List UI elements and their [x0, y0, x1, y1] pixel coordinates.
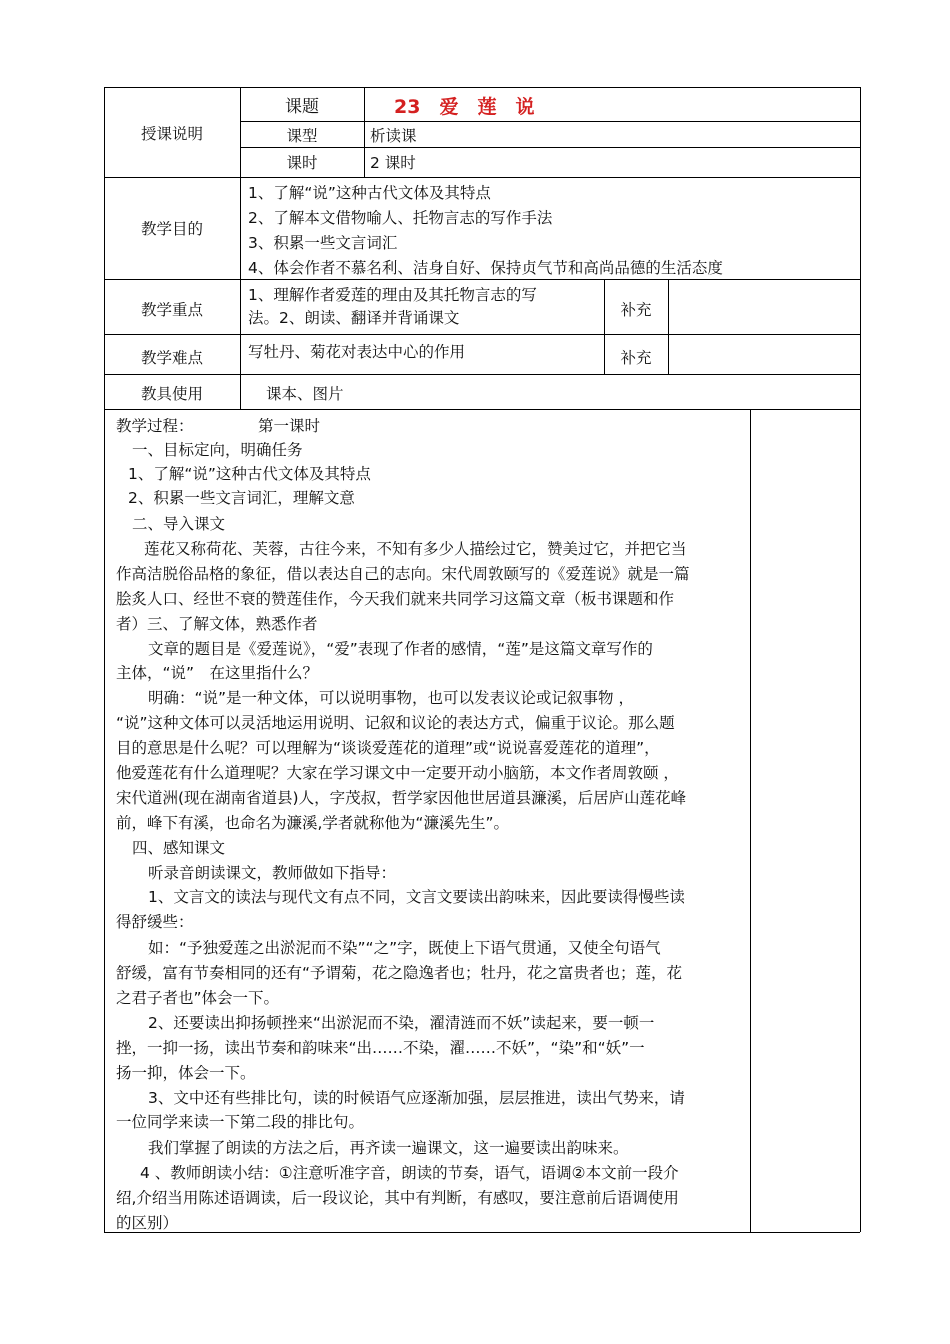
process-line: 2、积累一些文言词汇，理解文意 [128, 489, 355, 507]
process-line: 4 、教师朗读小结：①注意听准字音，朗读的节奏，语气，语调②本文前一段介 [140, 1164, 679, 1182]
objective-item: 1、了解“说”这种古代文体及其特点 [248, 184, 491, 202]
process-line: 宋代道洲(现在湖南省道县)人，字茂叔，哲学家因他世居道县濂溪，后居庐山莲花峰 [116, 789, 687, 807]
keti-label: 课题 [285, 97, 319, 117]
kexing-value: 析读课 [370, 127, 417, 145]
process-line: 四、感知课文 [132, 839, 226, 857]
process-line: 莲花又称荷花、芙蓉，古往今来，不知有多少人描绘过它，赞美过它，并把它当 [144, 540, 687, 558]
difficulties-label: 教学难点 [140, 349, 203, 367]
key-points-line: 法。2、朗读、翻译并背诵课文 [248, 309, 460, 327]
key-points-line: 1、理解作者爱莲的理由及其托物言志的写 [248, 286, 537, 304]
process-line: 3、文中还有些排比句，读的时候语气应逐渐加强，层层推进，读出气势来，请 [148, 1089, 685, 1107]
process-line: “说”这种文体可以灵活地运用说明、记叙和议论的表达方式，偏重于议论。那么题 [116, 714, 675, 732]
process-line: 听录音朗读课文，教师做如下指导： [148, 864, 397, 882]
process-line: 2、还要读出抑扬顿挫来“出淤泥而不染，濯清涟而不妖”读起来，要一顿一 [148, 1014, 655, 1032]
process-line: 一、目标定向，明确任务 [132, 441, 303, 459]
objectives-label: 教学目的 [140, 220, 203, 238]
tools-label: 教具使用 [140, 385, 203, 403]
keshi-label: 课时 [286, 154, 318, 172]
process-line: 目的意思是什么呢？可以理解为“谈谈爱莲花的道理”或“说说喜爱莲花的道理”， [116, 739, 660, 757]
process-heading-label: 教学过程： [116, 417, 194, 435]
process-line: 明确：“说”是一种文体，可以说明事物，也可以发表议论或记叙事物 ， [148, 689, 634, 707]
objective-item: 4、体会作者不慕名利、洁身自好、保持贞气节和高尚品德的生活态度 [248, 259, 723, 277]
tools-text: 课本、图片 [266, 385, 344, 403]
shouke-label: 授课说明 [140, 125, 203, 143]
key-points-supplement-label: 补充 [620, 301, 652, 319]
process-line: 我们掌握了朗读的方法之后，再齐读一遍课文，这一遍要读出韵味来。 [148, 1139, 629, 1157]
process-line: 的区别） [116, 1214, 179, 1232]
process-line: 1、了解“说”这种古代文体及其特点 [128, 465, 371, 483]
process-line: 主体，“说” 在这里指什么？ [116, 664, 319, 682]
process-line: 文章的题目是《爱莲说》，“爱”表现了作者的感情，“莲”是这篇文章写作的 [148, 640, 653, 658]
process-line: 脍炙人口、经世不衰的赞莲佳作，今天我们就来共同学习这篇文章（板书课题和作 [116, 590, 675, 608]
process-line: 者）三、了解文体，熟悉作者 [116, 615, 318, 633]
objective-item: 3、积累一些文言词汇 [248, 234, 398, 252]
keshi-value: 2 课时 [370, 154, 416, 172]
process-line: 挫，一抑一扬，读出节奏和韵味来“出……不染，濯……不妖”，“染”和“妖”一 [116, 1039, 645, 1057]
process-line: 扬一抑，体会一下。 [116, 1064, 256, 1082]
process-line: 得舒缓些： [116, 913, 194, 931]
process-heading-period: 第一课时 [258, 417, 321, 435]
lesson-title: 23 爱 莲 说 [394, 96, 535, 118]
process-line: 绍,介绍当用陈述语调读，后一段议论，其中有判断，有感叹，要注意前后语调使用 [116, 1189, 679, 1207]
process-line: 之君子者也”体会一下。 [116, 989, 280, 1007]
process-line: 一位同学来读一下第二段的排比句。 [116, 1113, 365, 1131]
process-line: 作高洁脱俗品格的象征，借以表达自己的志向。宋代周敦颐写的《爱莲说》就是一篇 [116, 565, 690, 583]
objective-item: 2、了解本文借物喻人、托物言志的写作手法 [248, 209, 553, 227]
difficulties-text: 写牡丹、菊花对表达中心的作用 [248, 343, 466, 361]
difficulties-supplement-label: 补充 [620, 349, 652, 367]
kexing-label: 课型 [286, 127, 318, 145]
key-points-label: 教学重点 [140, 301, 203, 319]
process-line: 二、导入课文 [132, 515, 226, 533]
process-line: 舒缓，富有节奏相同的还有“予谓菊，花之隐逸者也；牡丹，花之富贵者也；莲，花 [116, 964, 683, 982]
process-line: 如：“予独爱莲之出淤泥而不染”“之”字，既使上下语气贯通，又使全句语气 [148, 939, 661, 957]
process-line: 他爱莲花有什么道理呢？大家在学习课文中一定要开动小脑筋，本文作者周敦颐 ， [116, 764, 679, 782]
process-line: 前，峰下有溪，也命名为濂溪,学者就称他为“濂溪先生”。 [116, 814, 509, 832]
process-line: 1、文言文的读法与现代文有点不同，文言文要读出韵味来，因此要读得慢些读 [148, 888, 685, 906]
